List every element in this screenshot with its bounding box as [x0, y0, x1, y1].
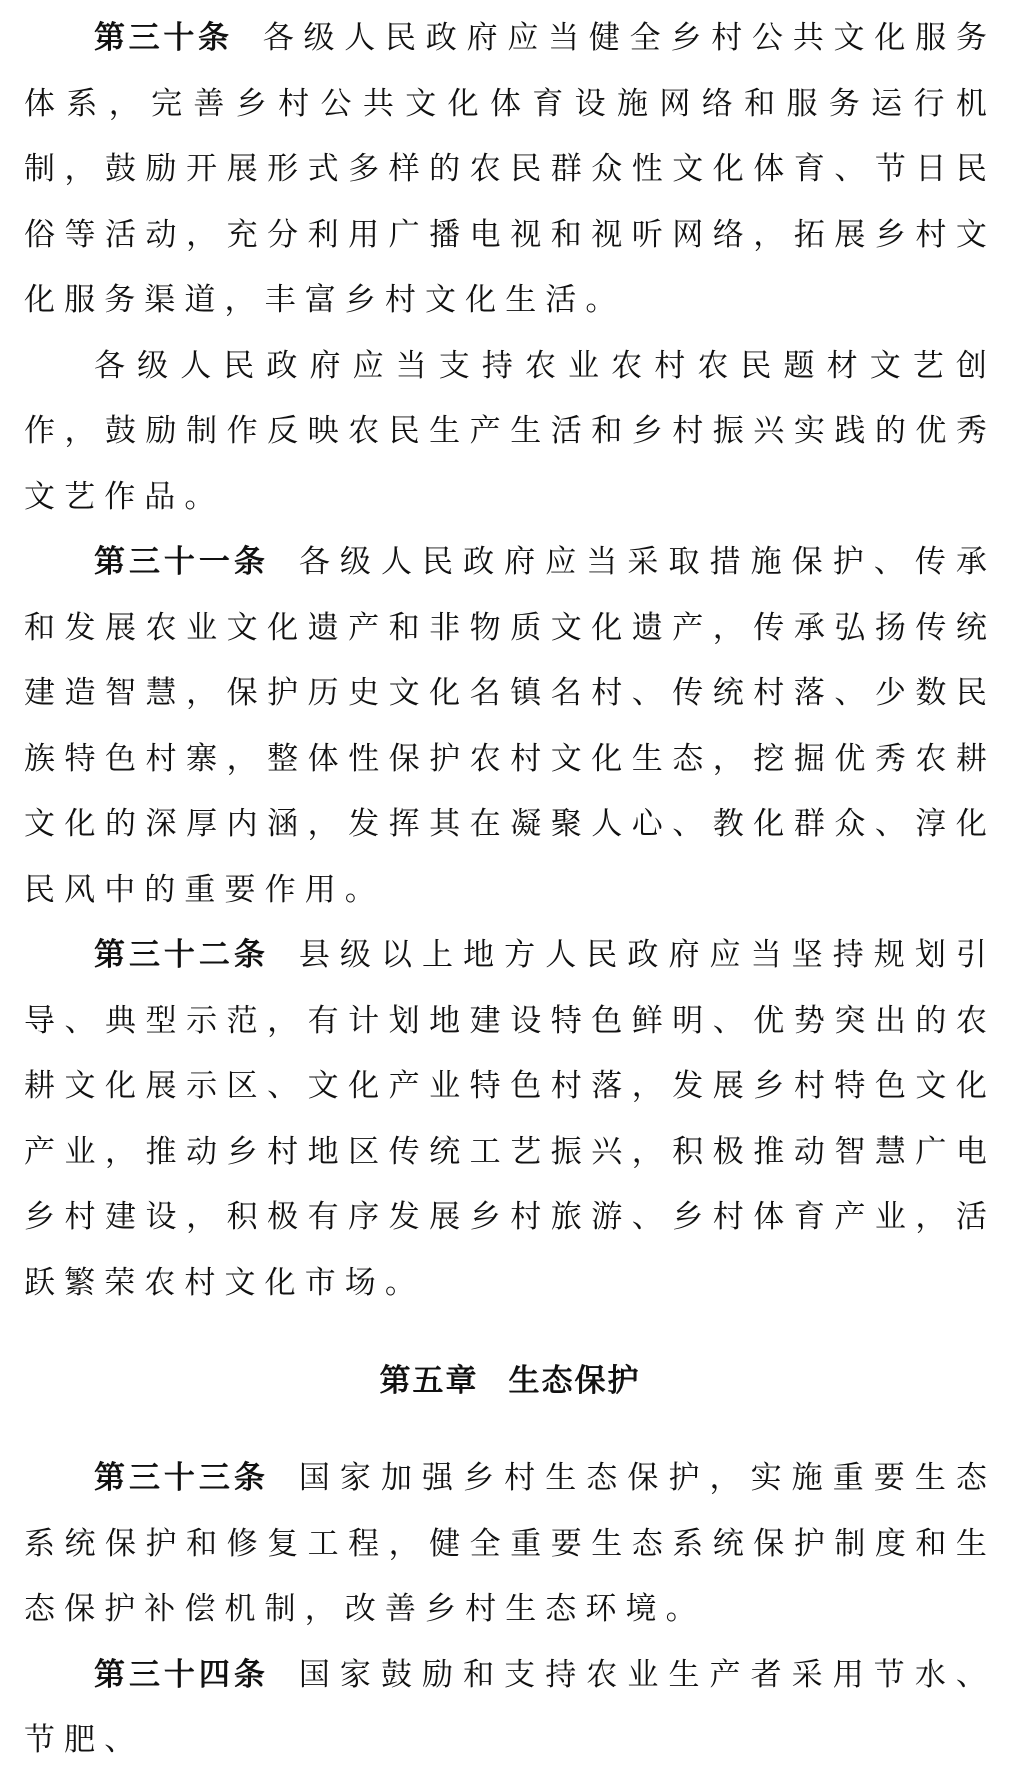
article-30-text-2: 各级人民政府应当支持农业农村农民题材文艺创作，鼓励制作反映农民生产生活和乡村振兴实践的优秀文艺作品。 — [24, 347, 996, 515]
chapter-title: 生态保护 — [508, 1363, 641, 1399]
article-30-label: 第三十条 — [94, 20, 233, 56]
article-33-paragraph — [24, 1446, 996, 1643]
article-31-label: 第三十一条 — [94, 544, 269, 580]
article-30-paragraph-2 — [24, 334, 996, 531]
chapter-number: 第五章 — [379, 1363, 479, 1399]
article-34-label: 第三十四条 — [94, 1656, 269, 1693]
article-32-label: 第三十二条 — [94, 937, 269, 973]
article-30-text: 各级人民政府应当健全乡村公共文化服务体系，完善乡村公共文化体育设施网络和服务运行机制，鼓励开展形式多样的农民群众性文化体育、节日民俗等活动，充分利用广播电视和视听网络，拓展乡村文化服务渠道，丰富乡村文化生活。 — [24, 20, 996, 318]
article-31-paragraph — [24, 530, 996, 923]
article-30-paragraph — [24, 6, 996, 334]
article-32-text: 县级以上地方人民政府应当坚持规划引导、典型示范，有计划地建设特色鲜明、优势突出的农耕文化展示区、文化产业特色村落，发展乡村特色文化产业，推动乡村地区传统工艺振兴，积极推动智慧广电乡村建设，积极有序发展乡村旅游、乡村体育产业，活跃繁荣农村文化市场。 — [24, 937, 997, 1301]
article-33-text: 国家加强乡村生态保护，实施重要生态系统保护和修复工程，健全重要生态系统保护制度和生态保护补偿机制，改善乡村生态环境。 — [24, 1460, 997, 1627]
article-34-text: 国家鼓励和支持农业生产者采用节水、节肥、 — [24, 1656, 997, 1758]
chapter-heading — [24, 1342, 996, 1420]
article-33-label: 第三十三条 — [94, 1460, 269, 1496]
article-31-text: 各级人民政府应当采取措施保护、传承和发展农业文化遗产和非物质文化遗产，传承弘扬传统建造智慧，保护历史文化名镇名村、传统村落、少数民族特色村寨，整体性保护农村文化生态，挖掘优秀农耕文化的深厚内涵，发挥其在凝聚人心、教化群众、淳化民风中的重要作用。 — [24, 544, 997, 908]
article-32-paragraph — [24, 923, 996, 1316]
article-34-paragraph — [24, 1643, 996, 1774]
